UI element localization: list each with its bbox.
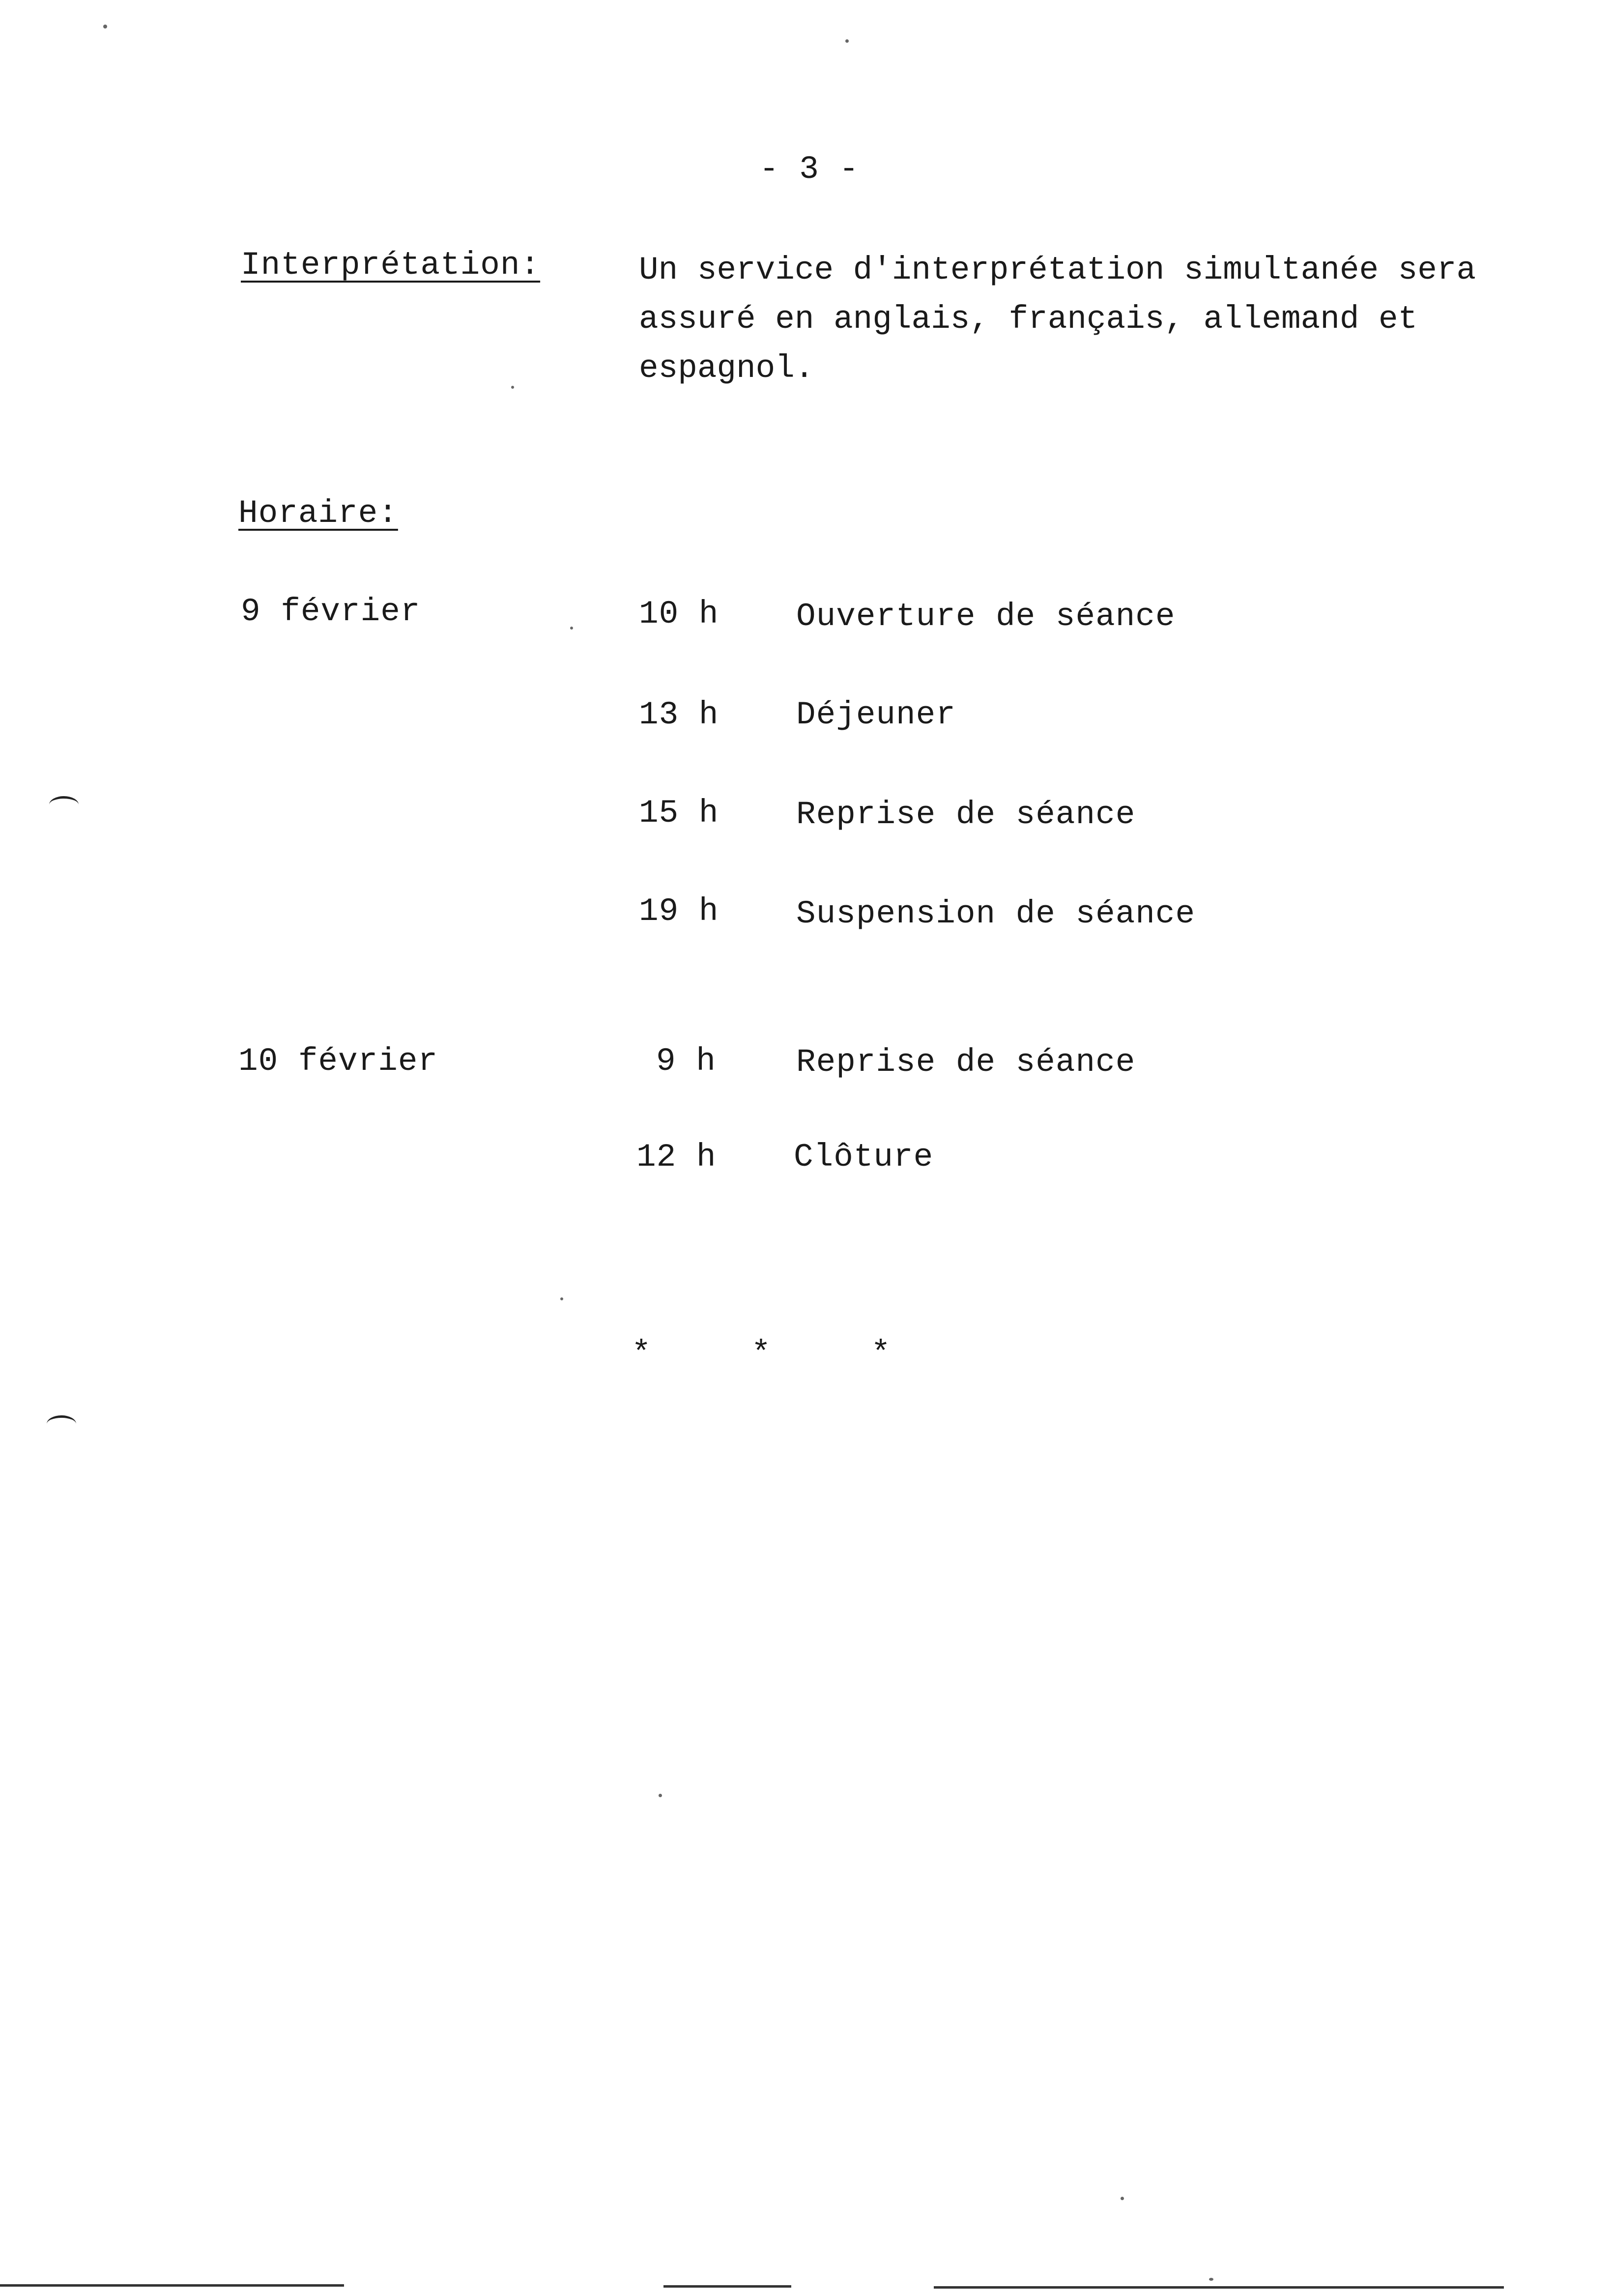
scan-speck (103, 25, 107, 29)
scan-speck (845, 39, 849, 43)
interpretation-text: Un service d'interprétation simultanée sera assuré en anglais, français, allemand et espagnol. (639, 252, 1476, 387)
scan-speck (511, 386, 514, 389)
schedule-event: Clôture (794, 1139, 934, 1176)
schedule-event: Ouverture de séance (796, 598, 1176, 635)
separator-asterisks: * * * (632, 1335, 891, 1372)
day-date: 9 février (241, 593, 421, 630)
scan-speck (570, 627, 573, 630)
schedule-event: Reprise de séance (796, 796, 1136, 833)
day-date: 10 février (238, 1043, 438, 1080)
schedule-time: 15 h (639, 795, 719, 832)
schedule-time: 13 h (639, 696, 719, 733)
horaire-label: Horaire: (238, 495, 398, 532)
page-number: - 3 - (759, 151, 860, 188)
interpretation-label: Interprétation: (241, 247, 541, 284)
schedule-event: Reprise de séance (796, 1044, 1136, 1081)
scan-speck (560, 1297, 563, 1300)
schedule-event: Suspension de séance (796, 895, 1196, 932)
schedule-time: 19 h (639, 893, 719, 930)
scan-mark (47, 1415, 76, 1433)
schedule-event: Déjeuner (796, 696, 956, 733)
scan-mark (49, 796, 79, 813)
scan-edge-line (0, 2284, 344, 2287)
scan-edge-line (663, 2285, 791, 2288)
scan-speck (1209, 2278, 1213, 2281)
schedule-time: 10 h (639, 596, 719, 632)
scan-speck (1121, 2197, 1124, 2200)
schedule-time: 9 h (656, 1043, 716, 1080)
scan-speck (659, 1794, 662, 1797)
scan-edge-line (934, 2286, 1504, 2289)
schedule-time: 12 h (636, 1139, 717, 1176)
